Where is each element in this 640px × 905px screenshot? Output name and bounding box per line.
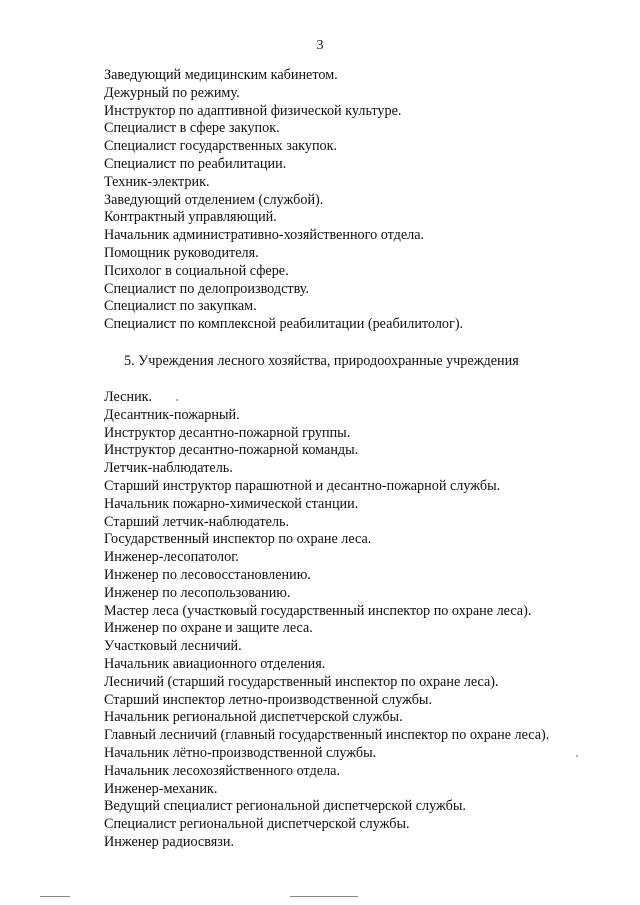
position-item: Мастер леса (участковый государственный инспектор по охране леса). (104, 602, 532, 619)
position-item: Инженер-лесопатолог. (104, 549, 239, 566)
position-item: Участковый лесничий. (104, 638, 242, 655)
position-item: Специалист в сфере закупок. (104, 120, 280, 137)
position-item: Инженер-механик. (104, 780, 218, 797)
position-list-section5 (104, 389, 549, 852)
position-item: Помощник руководителя. (104, 244, 259, 261)
scan-speck (176, 399, 178, 401)
position-item: Старший инструктор парашютной и десантно-пожарной службы. (104, 477, 501, 494)
position-item: Инженер по лесовосстановлению. (104, 566, 311, 583)
position-item: Инженер радиосвязи. (104, 833, 235, 850)
position-item: Начальник авиационного отделения. (104, 655, 326, 672)
position-item: Заведующий медицинским кабинетом. (104, 67, 338, 83)
position-item: Специалист по комплексной реабилитации (реабилитолог). (104, 316, 464, 333)
position-item: Ведущий специалист региональной диспетчерской службы. (104, 798, 466, 815)
section-heading: 5. Учреждения лесного хозяйства, природоохранные учреждения (124, 353, 519, 369)
position-item: Государственный инспектор по охране леса. (104, 531, 372, 548)
position-item: Начальник административно-хозяйственного отдела. (104, 227, 425, 244)
position-item: Начальник лесохозяйственного отдела. (104, 762, 340, 779)
position-item: Контрактный управляющий. (104, 209, 277, 226)
position-item: Старший летчик-наблюдатель. (104, 513, 290, 530)
position-item: Десантник-пожарный. (104, 406, 240, 423)
position-item: Специалист региональной диспетчерской службы. (104, 816, 410, 833)
position-item: Инженер по охране и защите леса. (104, 620, 313, 637)
page-number: 3 (316, 38, 324, 53)
position-item: Летчик-наблюдатель. (104, 460, 233, 477)
position-item: Начальник региональной диспетчерской службы. (104, 709, 403, 726)
position-list-top (104, 67, 463, 334)
scan-speck (576, 755, 578, 757)
position-item: Инструктор десантно-пожарной команды. (104, 442, 359, 459)
position-item: Психолог в социальной сфере. (104, 262, 289, 279)
position-item: Инженер по лесопользованию. (104, 584, 291, 601)
position-item: Специалист государственных закупок. (104, 138, 338, 155)
position-item: Инструктор по адаптивной физической культуре. (104, 102, 402, 119)
position-item: Лесничий (старший государственный инспектор по охране леса). (104, 673, 499, 690)
position-item: Специалист по закупкам. (104, 298, 257, 315)
position-item: Начальник лётно-производственной службы. (104, 744, 377, 761)
position-item: Старший инспектор летно-производственной службы. (104, 691, 433, 708)
position-item: Лесник. (104, 389, 153, 405)
position-item: Дежурный по режиму. (104, 84, 240, 101)
position-item: Начальник пожарно-химической станции. (104, 495, 359, 512)
position-item: Инструктор десантно-пожарной группы. (104, 424, 351, 441)
position-item: Главный лесничий (главный государственный инспектор по охране леса). (104, 727, 550, 744)
footer-rule-center (290, 896, 358, 897)
position-item: Техник-электрик. (104, 173, 210, 190)
footer-rule-left (40, 896, 70, 897)
position-item: Специалист по делопроизводству. (104, 280, 310, 297)
position-item: Специалист по реабилитации. (104, 155, 287, 172)
position-item: Заведующий отделением (службой). (104, 191, 324, 208)
